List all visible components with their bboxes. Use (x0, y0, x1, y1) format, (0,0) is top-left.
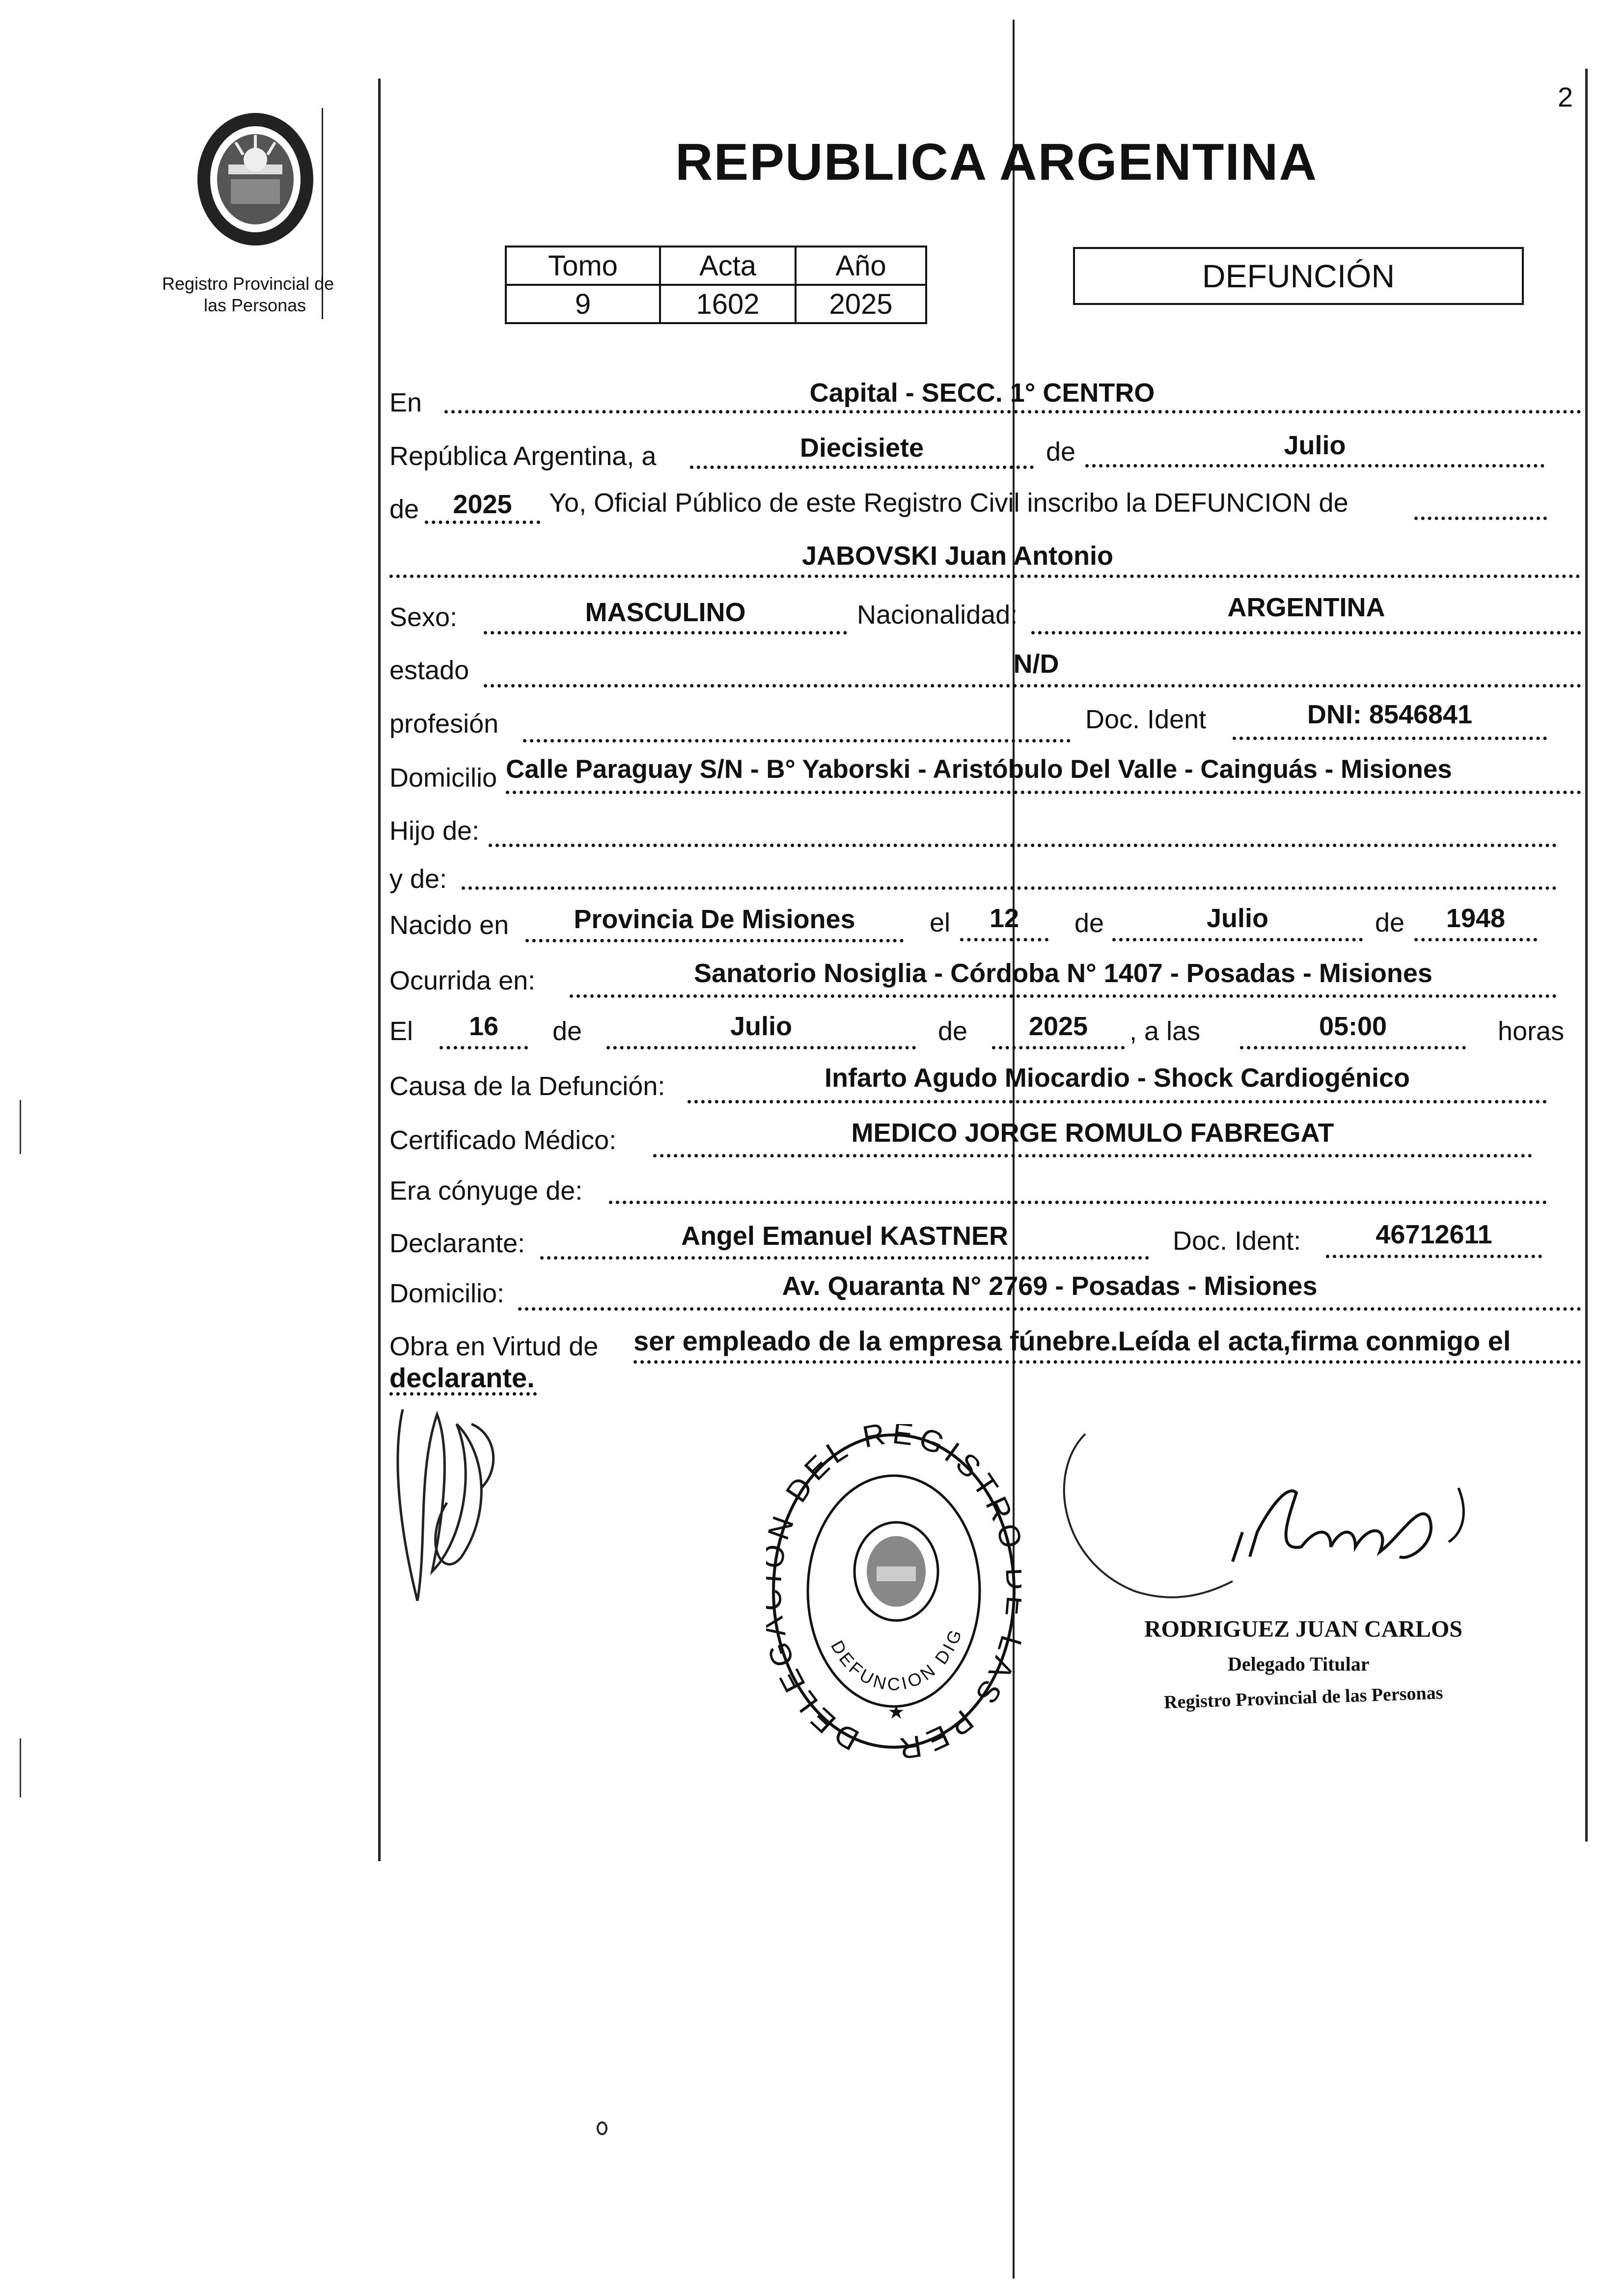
domicilio2-label: Domicilio: (389, 1279, 505, 1308)
death-time: 05:00 (1319, 1012, 1387, 1041)
death-year-underline (992, 1046, 1125, 1049)
death-de2-label: de (938, 1017, 968, 1046)
declarant-signature (383, 1395, 511, 1630)
birth-de2-label: de (1375, 908, 1405, 937)
nacionalidad-underline (1031, 631, 1581, 634)
domicilio-underline (506, 791, 1581, 794)
sexo-underline (484, 631, 847, 634)
official-signature (1056, 1414, 1498, 1640)
death-day: 16 (468, 1012, 499, 1041)
en-label: En (389, 388, 422, 417)
month-value: Julio (1284, 431, 1346, 460)
conyuge-underline (609, 1201, 1547, 1204)
death-year: 2025 (1028, 1012, 1088, 1041)
y-de-underline (462, 886, 1557, 890)
en-value: Capital - SECC. 1° CENTRO (809, 378, 1155, 408)
estado-underline (484, 684, 1581, 687)
hijo-underline (489, 844, 1557, 847)
name-underline (389, 575, 1580, 578)
el2-label: El (389, 1017, 413, 1046)
en-underline (444, 410, 1581, 413)
certificado-label: Certificado Médico: (389, 1126, 617, 1155)
causa-label: Causa de la Defunción: (389, 1072, 665, 1101)
ano-value: 2025 (796, 285, 926, 323)
declarante-underline (540, 1256, 1149, 1260)
scan-artifact-line (20, 1738, 21, 1797)
de-label: de (1046, 437, 1076, 467)
ocurrida-value: Sanatorio Nosiglia - Córdoba N° 1407 - Posadas - Misiones (694, 959, 1432, 988)
obra-line2: declarante. (389, 1362, 535, 1393)
sexo-label: Sexo: (389, 603, 458, 632)
ocurrida-underline (570, 994, 1557, 998)
tomo-acta-ano-table (505, 246, 927, 324)
birth-day: 12 (989, 904, 1019, 933)
year-underline (425, 521, 540, 524)
registry-name-line1: Registro Provincial de (162, 274, 334, 294)
declarante-value: Angel Emanuel KASTNER (681, 1221, 1009, 1251)
death-de1-label: de (552, 1017, 582, 1046)
nacionalidad-label: Nacionalidad: (857, 600, 1018, 630)
doc-ident2-label: Doc. Ident: (1173, 1226, 1301, 1256)
official-stamp (766, 1424, 1021, 1758)
profesion-label: profesión (389, 709, 499, 739)
stray-mark (597, 2121, 607, 2135)
nacionalidad-value: ARGENTINA (1227, 593, 1385, 622)
death-day-underline (440, 1046, 528, 1049)
birth-day-underline (960, 938, 1048, 941)
birth-year: 1948 (1446, 904, 1506, 933)
tomo-header: Tomo (506, 247, 660, 285)
nacido-underline (525, 939, 904, 942)
declarante-doc: 46712611 (1376, 1220, 1492, 1249)
page-number: 2 (1558, 82, 1573, 112)
domicilio-value: Calle Paraguay S/N - B° Yaborski - Aristóbulo Del Valle - Cainguás - Misiones (506, 755, 1452, 784)
obra-line1: ser empleado de la empresa fúnebre.Leída el acta,firma conmigo el (633, 1325, 1511, 1356)
stamp-inner-text: DEFUNCION DIG (826, 1624, 967, 1695)
ocurrida-label: Ocurrida en: (389, 966, 536, 995)
day-words: Diecisiete (799, 433, 924, 463)
ano-header: Año (796, 247, 926, 285)
dni-value: DNI: 8546841 (1307, 700, 1473, 729)
doc-type-label: DEFUNCIÓN (1202, 258, 1395, 294)
doc-ident-label: Doc. Ident (1085, 705, 1207, 734)
yo-text: Yo, Oficial Público de este Registro Civil inscribo la DEFUNCION de (549, 488, 1349, 518)
deceased-name: JABOVSKI Juan Antonio (801, 541, 1114, 571)
signatory-name: RODRIGUEZ JUAN CARLOS (1144, 1616, 1463, 1642)
birth-month-underline (1112, 938, 1363, 941)
estado-label: estado (389, 656, 469, 685)
declarante-label: Declarante: (389, 1229, 525, 1258)
death-month-underline (606, 1046, 916, 1049)
sexo-value: MASCULINO (585, 598, 746, 627)
year-value: 2025 (453, 490, 512, 519)
a-las-label: , a las (1129, 1017, 1201, 1046)
tomo-value: 9 (506, 285, 660, 323)
stamp-ring-text: DELE DEL REGISTR AS PER (771, 1424, 1021, 1758)
y-de-label: y de: (389, 864, 447, 894)
birth-month: Julio (1206, 904, 1268, 933)
obra-underline (633, 1360, 1581, 1364)
death-time-underline (1240, 1046, 1466, 1049)
province-shield-icon (189, 106, 322, 253)
signatory-role: Delegado Titular (1228, 1653, 1370, 1675)
de2-label: de (389, 495, 419, 524)
dni-underline (1233, 737, 1547, 740)
horas-label: horas (1498, 1017, 1565, 1046)
nacido-label: Nacido en (389, 910, 509, 940)
certificado-value: MEDICO JORGE ROMULO FABREGAT (851, 1118, 1334, 1148)
declarante-domicilio: Av. Quaranta N° 2769 - Posadas - Misiones (782, 1271, 1318, 1301)
hijo-label: Hijo de: (389, 816, 480, 846)
day-underline (690, 466, 1034, 469)
left-border-line (378, 79, 381, 1861)
domicilio-label: Domicilio (389, 763, 497, 793)
stamp-seal-icon (766, 1424, 1021, 1758)
center-fold-line (1013, 20, 1015, 2279)
month-underline (1085, 464, 1544, 467)
profesion-underline (523, 739, 1071, 742)
declarante-doc-underline (1326, 1255, 1542, 1258)
el-label: el (930, 908, 951, 937)
doc-type-box (1073, 247, 1524, 305)
death-month: Julio (730, 1012, 792, 1041)
right-border-line (1585, 69, 1588, 1841)
domicilio2-underline (518, 1307, 1581, 1311)
scan-artifact-line (20, 1100, 21, 1154)
obra-label: Obra en Virtud de (389, 1332, 599, 1361)
causa-value: Infarto Agudo Miocardio - Shock Cardiogénico (824, 1063, 1410, 1093)
nacido-value: Provincia De Misiones (574, 905, 855, 934)
signatory-office: Registro Provincial de las Personas (1163, 1682, 1444, 1713)
republica-label: República Argentina, a (389, 441, 657, 471)
registry-name-line2: las Personas (204, 295, 306, 315)
document-title: REPUBLICA ARGENTINA (675, 133, 1318, 191)
birth-de1-label: de (1074, 908, 1104, 938)
estado-value: N/D (1013, 649, 1059, 679)
conyuge-label: Era cónyuge de: (389, 1176, 583, 1206)
yo-underline (1414, 517, 1547, 520)
acta-header: Acta (660, 247, 796, 285)
registry-logo (189, 106, 322, 253)
acta-value: 1602 (660, 285, 796, 323)
certificado-underline (653, 1154, 1532, 1157)
causa-underline (688, 1100, 1547, 1103)
birth-year-underline (1414, 938, 1537, 941)
